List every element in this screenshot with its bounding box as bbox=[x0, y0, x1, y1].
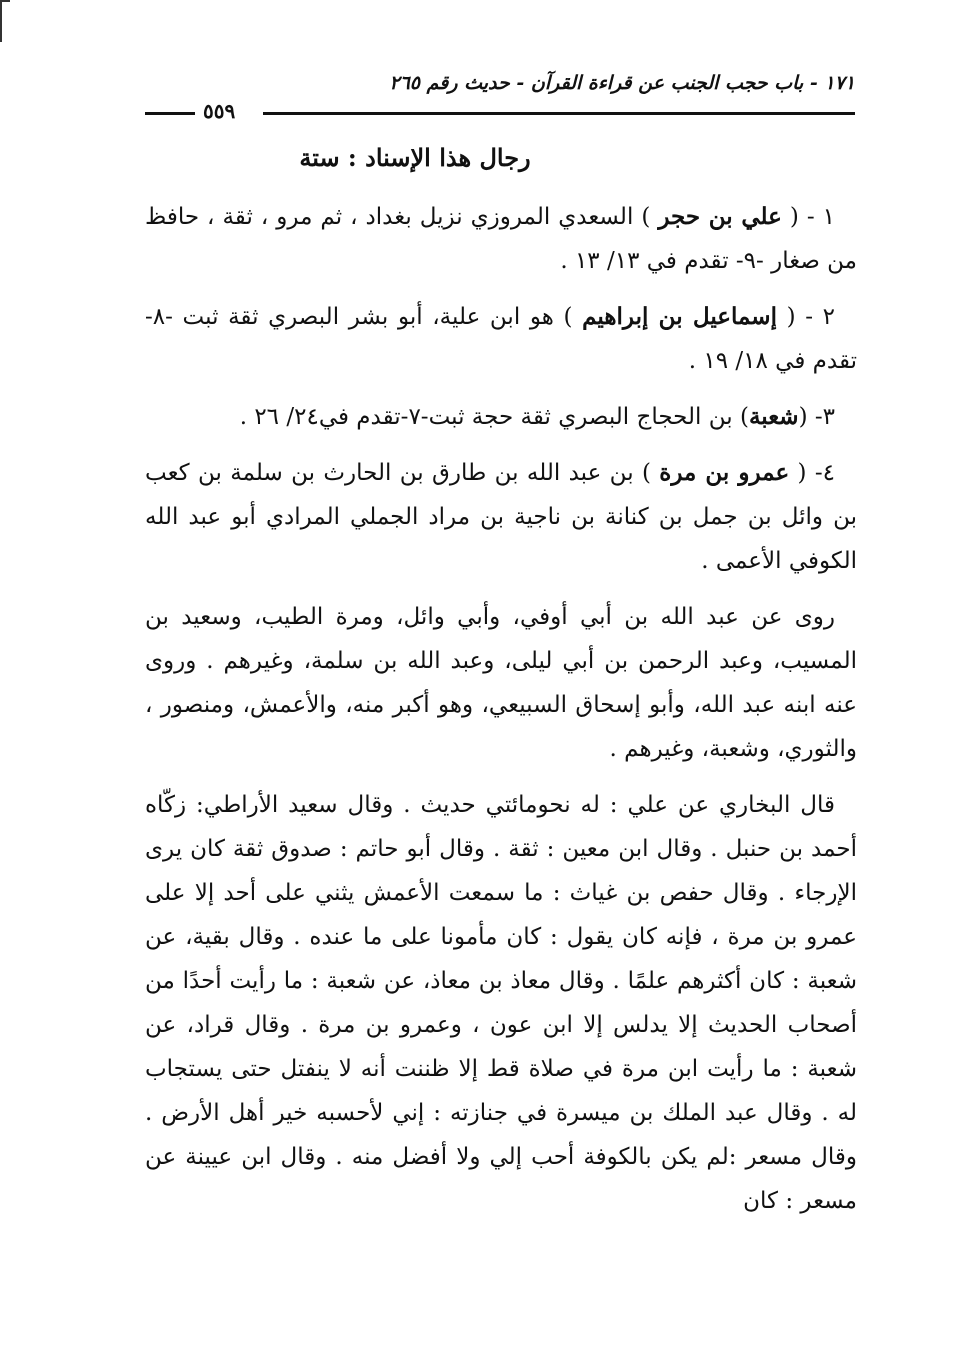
narrators-paragraph: روى عن عبد الله بن أبي أوفي، وأبي وائل، ومرة الطيب، وسعيد بن المسيب، وعبد الرحمن بن أبي ليلى، وعبد الله بن سلمة، وغيرهم . وروى عنه ابنه عبد الله، وأبو إسحاق السبيعي، وهو أكبر منه، والأعمش، ومنصور ، والثوري، وشعبة، وغيرهم . bbox=[145, 604, 857, 762]
narrator-paragraph-1 bbox=[145, 195, 857, 283]
narrator-description: ) بن الحجاج البصري ثقة حجة ثبت-٧-تقدم في٢٤/ ٢٦ . bbox=[239, 404, 749, 430]
item-prefix: ٢ - ( bbox=[776, 304, 835, 330]
scan-corner-mark bbox=[0, 0, 10, 42]
narrator-description: ) السعدي المروزي نزيل بغداد ، ثم مرو ، ثقة ، حافظ من صغار -٩- تقدم في ١٣/ ١٣ . bbox=[145, 204, 857, 274]
narrator-paragraph-2 bbox=[145, 295, 857, 383]
section-heading: رجال هذا الإسناد : ستة bbox=[299, 143, 531, 172]
item-prefix: ١ - ( bbox=[781, 204, 835, 230]
narrator-name: علي بن حجر bbox=[658, 203, 782, 230]
body-text bbox=[145, 195, 857, 1235]
item-prefix: ٣- ( bbox=[798, 404, 835, 430]
opinions-paragraph: قال البخاري عن علي : له نحومائتي حديث . وقال سعيد الأراطي: زكّاه أحمد بن حنبل . وقال ابن معين : ثقة . وقال أبو حاتم : صدوق ثقة كان يرى الإرجاء . وقال حفص بن غياث : ما سمعت الأعمش يثني على أحد إلا على عمرو بن مرة ، فإنه كان يقول : كان مأمونا على ما عنده . وقال بقية، عن شعبة : كان أكثرهم علمًا . وقال معاذ بن معاذ، عن شعبة : ما رأيت أحدًا من أصحاب الحديث إلا يدلس إلا ابن عون ، وعمرو بن مرة . وقال قراد، عن شعبة : ما رأيت ابن مرة في صلاة قط إلا ظننت أنه لا ينفتل حتى يستجاب له . وقال عبد الملك بن ميسرة في جنازته : إني لأحسبه خير أهل الأرض . وقال مسعر :لم يكن بالكوفة أحب إلي ولا أفضل منه . وقال ابن عيينة عن مسعر : كان bbox=[145, 792, 857, 1214]
narrator-name: إسماعيل بن إبراهيم bbox=[582, 303, 777, 330]
narrator-description: ) هو ابن علية، أبو بشر البصري ثقة ثبت -٨-تقدم في ١٨/ ١٩ . bbox=[145, 304, 857, 374]
header-rule bbox=[263, 112, 855, 115]
narrator-paragraph-4 bbox=[145, 451, 857, 583]
narrator-description: ) بن عبد الله بن طارق بن الحارث بن سلمة بن كعب بن وائل بن جمل بن كنانة بن ناجية بن مراد الجملي المرادي أبو عبد الله الكوفي الأعمى . bbox=[145, 460, 857, 574]
item-prefix: ٤- ( bbox=[789, 460, 835, 486]
narrator-name: عمرو بن مرة bbox=[659, 459, 790, 486]
header-rule-left bbox=[145, 112, 195, 115]
narrator-paragraph-3 bbox=[145, 395, 857, 439]
page-number: ٥٥٩ bbox=[203, 99, 236, 123]
header-title: ١٧١ - باب حجب الجنب عن قراءة القرآن - حديث رقم ٢٦٥ bbox=[389, 72, 855, 94]
narrator-name: شعبة bbox=[748, 403, 799, 430]
running-header bbox=[145, 72, 855, 122]
